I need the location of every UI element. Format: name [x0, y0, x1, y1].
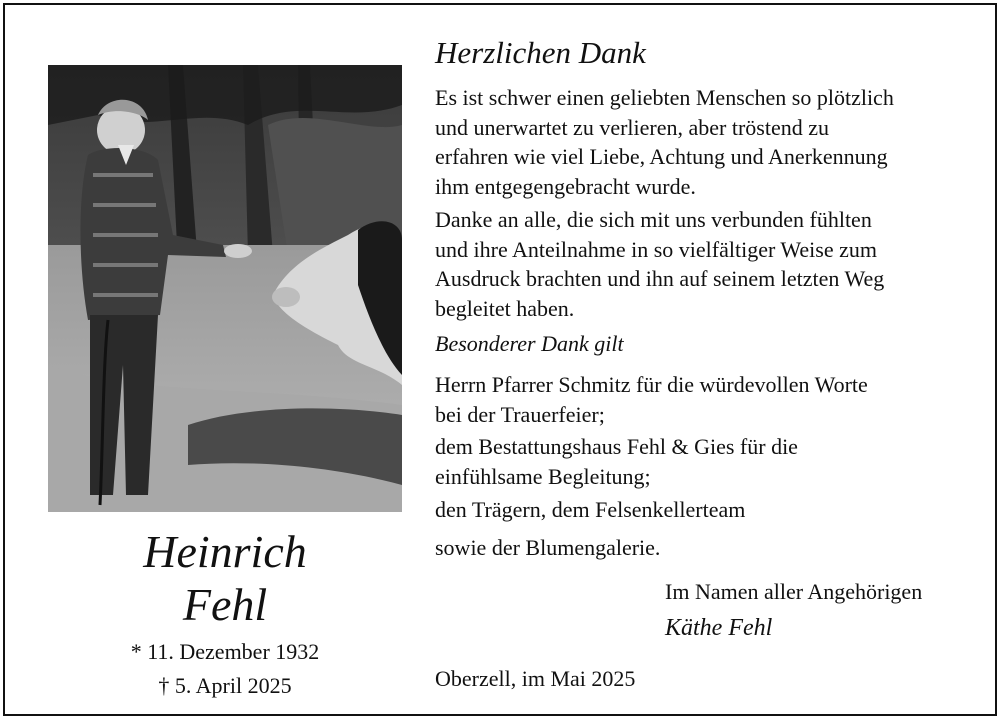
birth-date: * 11. Dezember 1932	[130, 639, 320, 664]
thanks-item-bearers: den Trägern, dem Felsenkellerteam	[435, 497, 746, 522]
thanks-item-florist: sowie der Blumengalerie.	[435, 535, 661, 560]
thanks-item-funeral-home: dem Bestattungshaus Fehl & Gies für die einfühlsame Begleitung;	[435, 434, 798, 489]
deceased-first-name: Heinrich	[143, 526, 307, 577]
special-thanks-heading: Besonderer Dank gilt	[435, 331, 624, 356]
signature-on-behalf: Im Namen aller Angehörigen	[665, 579, 923, 604]
portrait-photo	[48, 65, 402, 512]
signature-name: Käthe Fehl	[665, 615, 773, 641]
deceased-last-name: Fehl	[182, 579, 268, 630]
place-and-date: Oberzell, im Mai 2025	[435, 666, 636, 691]
thanks-heading: Herzlichen Dank	[435, 35, 646, 70]
death-date: † 5. April 2025	[158, 673, 292, 698]
paragraph-loss: Es ist schwer einen geliebten Menschen so plötzlich und unerwartet zu verlieren, aber tröstend zu erfahren wie viel Liebe, Achtung und Anerkennung ihm entgegengebracht wurde.	[435, 85, 894, 199]
paragraph-gratitude: Danke an alle, die sich mit uns verbunden fühlten und ihre Anteilnahme in so vielfältiger Weise zum Ausdruck brachten und ihn auf seinem letzten Weg begleitet haben.	[435, 207, 885, 321]
obituary-card	[3, 3, 997, 716]
thanks-item-pastor: Herrn Pfarrer Schmitz für die würdevollen Worte bei der Trauerfeier;	[435, 372, 868, 427]
